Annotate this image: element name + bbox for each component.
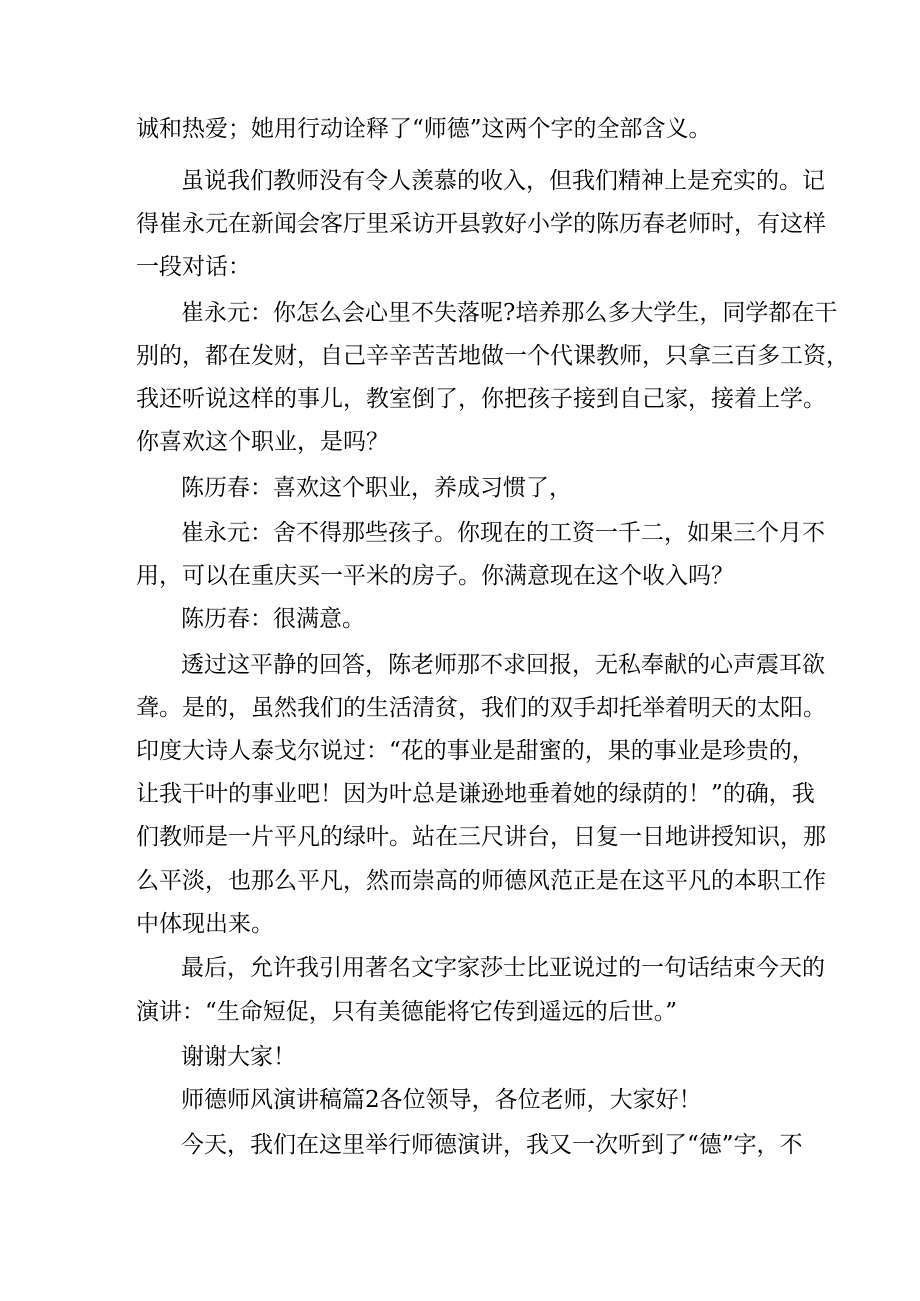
text-line: 聋。是的，虽然我们的生活清贫，我们的双手却托举着明天的太阳。 <box>136 695 826 721</box>
text-line: 么平淡，也那么平凡，然而崇高的师德风范正是在这平凡的本职工作 <box>136 868 826 894</box>
text-line: 一段对话： <box>136 254 251 280</box>
text-line: 我还听说这样的事儿，教室倒了，你把孩子接到自己家，接着上学。 <box>136 386 826 412</box>
text-line: 陈历春：喜欢这个职业，养成习惯了， <box>181 475 572 501</box>
text-line: 得崔永元在新闻会客厅里采访开县敦好小学的陈历春老师时，有这样 <box>136 211 826 237</box>
text-line: 中体现出来。 <box>136 911 274 937</box>
text-line: 诚和热爱；她用行动诠释了“师德”这两个字的全部含义。 <box>136 116 712 142</box>
text-line: 演讲：“生命短促，只有美德能将它传到遥远的后世。” <box>136 999 678 1025</box>
text-line: 用，可以在重庆买一平米的房子。你满意现在这个收入吗？ <box>136 563 734 589</box>
text-line: 师德师风演讲稿篇2各位领导，各位老师，大家好！ <box>181 1087 702 1113</box>
text-line: 崔永元：你怎么会心里不失落呢?培养那么多大学生，同学都在干 <box>181 300 838 326</box>
text-line: 谢谢大家！ <box>181 1044 296 1070</box>
text-line: 你喜欢这个职业，是吗？ <box>136 429 389 455</box>
text-line: 让我干叶的事业吧！因为叶总是谦逊地垂着她的绿荫的！”的确，我 <box>136 781 815 807</box>
text-line: 别的，都在发财，自己辛辛苦苦地做一个代课教师，只拿三百多工资， <box>136 343 849 369</box>
text-line: 最后，允许我引用著名文字家莎士比亚说过的一句话结束今天的 <box>181 955 825 981</box>
text-line: 虽说我们教师没有令人羡慕的收入，但我们精神上是充实的。记 <box>181 168 825 194</box>
text-line: 们教师是一片平凡的绿叶。站在三尺讲台，日复一日地讲授知识，那 <box>136 824 826 850</box>
text-line: 崔永元：舍不得那些孩子。你现在的工资一千二，如果三个月不 <box>181 520 825 546</box>
text-line: 印度大诗人泰戈尔说过：“花的事业是甜蜜的，果的事业是珍贵的， <box>136 738 815 764</box>
text-line: 陈历春：很满意。 <box>181 606 365 632</box>
text-line: 今天，我们在这里举行师德演讲，我又一次听到了“德”字，不 <box>181 1132 803 1158</box>
text-line: 透过这平静的回答，陈老师那不求回报，无私奉献的心声震耳欲 <box>181 652 825 678</box>
